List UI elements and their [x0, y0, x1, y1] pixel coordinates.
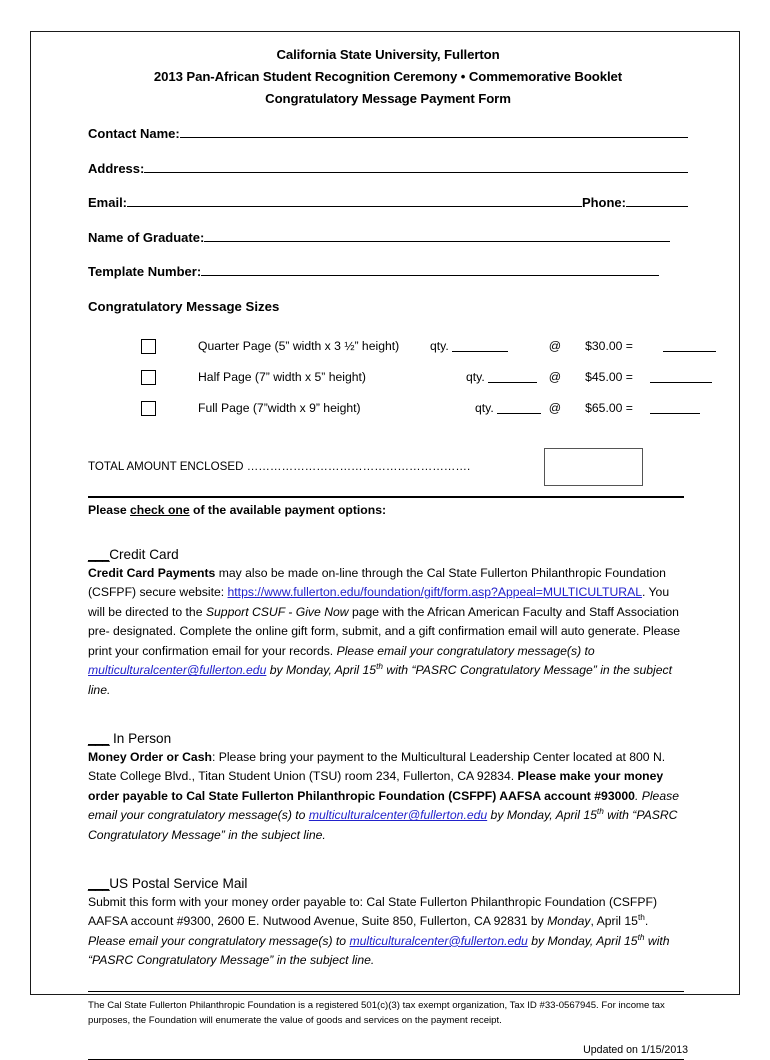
full-page-at-symbol: @ [548, 401, 562, 415]
checkbox-full-page[interactable] [141, 401, 156, 416]
payment-option-credit-card [88, 547, 688, 701]
in-person-body [88, 748, 688, 846]
total-amount-label: TOTAL AMOUNT ENCLOSED …………………………………………………. [88, 459, 471, 473]
checkbox-quarter-page[interactable] [141, 339, 156, 354]
payment-option-in-person [88, 731, 688, 846]
half-page-at-symbol: @ [548, 370, 562, 384]
half-page-label: Half Page (7” width x 5” height) [198, 370, 366, 384]
in-person-deadline-text: by Monday, April 15 [487, 808, 597, 823]
postal-email-instruction: Please email your congratulatory message(s) to [88, 933, 350, 948]
field-address-row [88, 161, 688, 177]
quarter-page-label: Quarter Page (5” width x 3 ½” height) [198, 339, 400, 353]
quarter-page-qty-label: qty. [430, 339, 449, 353]
total-amount-section [88, 446, 688, 492]
multicultural-center-email-link[interactable]: multiculturalcenter@fullerton.edu [88, 663, 267, 678]
support-csuf-give-now-italic: Support CSUF - Give Now [205, 604, 349, 619]
half-page-qty-input[interactable] [488, 372, 537, 383]
postal-body [88, 893, 688, 971]
credit-card-bold-lead: Credit Card Payments [88, 565, 216, 580]
field-graduate-name-row [88, 230, 688, 246]
total-amount-input[interactable] [544, 448, 643, 486]
csfpf-gift-form-link[interactable]: https://www.fullerton.edu/foundation/gift/form.asp?Appeal=MULTICULTURAL [227, 585, 642, 600]
payment-option-postal-mail [88, 876, 688, 971]
quarter-page-at-symbol: @ [548, 339, 562, 353]
form-header [88, 44, 688, 110]
footer-updated-date: Updated on 1/15/2013 [583, 1044, 688, 1056]
postal-text-3: . [644, 914, 649, 929]
footer-tax-disclaimer: The Cal State Fullerton Philanthropic Foundation is a registered 501(c)(3) tax exempt organization, Tax ID #33-0567945. For income tax purposes, the Foundation will enumerate the value of goods and services on the payment receipt. [88, 1000, 665, 1026]
in-person-blank-line[interactable]: ___ [88, 730, 110, 746]
postal-heading [88, 876, 688, 891]
in-person-ordinal-suffix: th [596, 806, 604, 817]
full-page-amount-input[interactable] [650, 403, 700, 414]
checkbox-half-page[interactable] [141, 370, 156, 385]
header-line-event: 2013 Pan-African Student Recognition Ceremony • Commemorative Booklet [153, 69, 623, 84]
check-one-instruction [88, 503, 688, 517]
size-row-full-page [88, 393, 688, 424]
field-contact-name-row [88, 126, 688, 142]
postal-subject-line-text: with “PASRC Congratulatory Message” in the subject line. [88, 933, 670, 968]
footer-divider-top [88, 991, 684, 992]
in-person-payable-bold: Please make your money order payable to Cal State Fullerton Philanthropic Foundation (CSFPF) AAFSA account #93000 [88, 769, 664, 803]
credit-card-text-1: may also be made on-line through the Cal State Fullerton Philanthropic Foundation (CSFPF) secure website: [88, 565, 666, 600]
address-input[interactable] [144, 161, 688, 173]
credit-card-text-3: page with the African American Faculty and Staff Association pre- designated. Complete the online gift form, submit, and a gift confirmation email will auto generate. Please print your confirmation email for your records. [88, 604, 681, 658]
email-label: Email: [88, 195, 128, 210]
in-person-subject-line-text: with “PASRC Congratulatory Message” in the subject line. [88, 808, 678, 843]
postal-deadline-suffix [637, 931, 645, 948]
in-person-heading-label: In Person [109, 730, 172, 746]
quarter-page-amount-input[interactable] [663, 341, 716, 352]
full-page-qty-input[interactable] [497, 403, 541, 414]
half-page-qty-label: qty. [466, 370, 485, 384]
postal-ordinal-suffix-2: th [637, 931, 645, 942]
in-person-deadline-suffix [597, 808, 604, 822]
size-row-quarter-page [88, 331, 688, 362]
full-page-price: $65.00 = [585, 401, 633, 415]
credit-card-deadline-text: by Monday, April 15 [266, 663, 377, 678]
money-order-or-cash-bold-lead: Money Order or Cash [88, 749, 212, 764]
postal-ordinal-suffix-1: th [637, 912, 645, 923]
postal-text-1: Submit this form with your money order payable to: Cal State Fullerton Philanthropic Foundation (CSFPF) AAFSA account #9300, 2600 E. Nutwood Avenue, Suite 850, Fullerton, CA 92831 by [88, 894, 658, 929]
credit-card-text-2: . You will be directed to the [88, 585, 670, 619]
section-divider-thick [88, 496, 684, 498]
in-person-email-instruction: . Please email your congratulatory message(s) to [88, 788, 679, 823]
check-one-prefix: Please [88, 502, 131, 517]
credit-card-deadline-suffix [376, 663, 383, 677]
half-page-price: $45.00 = [585, 370, 633, 384]
size-row-half-page [88, 362, 688, 393]
postal-blank-line[interactable]: ___ [88, 875, 110, 891]
credit-card-heading-label: Credit Card [109, 546, 179, 562]
postal-monday-italic: Monday [547, 914, 591, 929]
credit-card-blank-line[interactable]: ___ [88, 546, 110, 562]
contact-name-label: Contact Name: [88, 126, 180, 141]
multicultural-center-email-link[interactable]: multiculturalcenter@fullerton.edu [349, 933, 528, 948]
header-line-formtitle: Congratulatory Message Payment Form [265, 91, 511, 106]
field-template-number-row [88, 264, 688, 280]
field-email-phone-row [88, 195, 688, 211]
credit-card-email-instruction: Please email your congratulatory message(s) to [336, 643, 595, 658]
graduate-name-input[interactable] [204, 230, 670, 242]
quarter-page-price: $30.00 = [585, 339, 633, 353]
postal-text-2: , April 15 [590, 914, 638, 929]
graduate-name-label: Name of Graduate: [88, 229, 205, 245]
credit-card-ordinal-suffix: th [376, 661, 384, 672]
phone-label: Phone: [581, 195, 626, 210]
header-line-university: California State University, Fullerton [276, 47, 500, 62]
multicultural-center-email-link[interactable]: multiculturalcenter@fullerton.edu [308, 808, 488, 823]
check-one-suffix: of the available payment options: [189, 502, 387, 517]
credit-card-heading [88, 547, 688, 562]
template-number-input[interactable] [201, 264, 659, 276]
contact-name-input[interactable] [180, 126, 688, 138]
form-content [88, 44, 688, 1060]
full-page-label: Full Page (7”width x 9” height) [198, 401, 361, 415]
half-page-amount-input[interactable] [650, 372, 712, 383]
credit-card-body [88, 564, 688, 701]
sizes-list [88, 331, 688, 424]
check-one-emphasis: check one [130, 502, 190, 517]
quarter-page-qty-input[interactable] [452, 341, 508, 352]
postal-deadline-text: by Monday, April 15 [527, 933, 638, 948]
email-input[interactable] [127, 195, 582, 207]
in-person-heading [88, 731, 688, 746]
postal-heading-label: US Postal Service Mail [109, 875, 248, 891]
credit-card-subject-line-text: with “PASRC Congratulatory Message” in the subject line. [88, 663, 673, 698]
template-number-label: Template Number: [88, 264, 202, 279]
form-page-border [30, 31, 740, 1056]
in-person-text-1: : Please bring your payment to the Multicultural Leadership Center located at 800 N. State College Blvd., Titan Student Union (TSU) room 234, Fullerton, CA 92834. [88, 749, 666, 784]
phone-input[interactable] [626, 195, 688, 207]
full-page-qty-label: qty. [475, 401, 494, 415]
sizes-section-title: Congratulatory Message Sizes [88, 298, 280, 314]
address-label: Address: [88, 160, 145, 176]
contact-fields [88, 126, 688, 280]
